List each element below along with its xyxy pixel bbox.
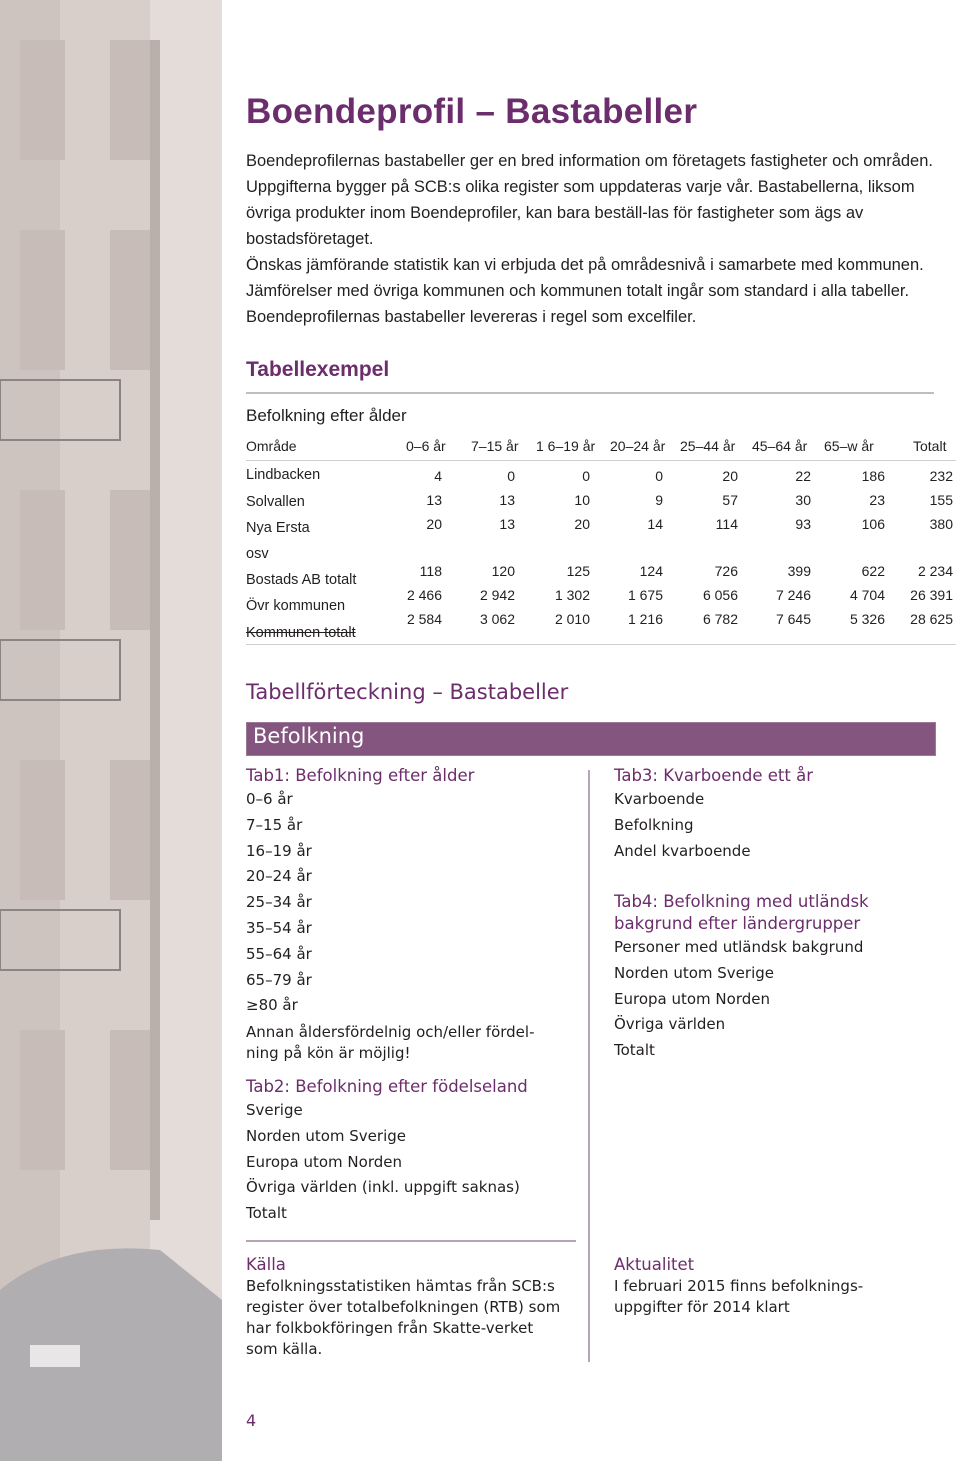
- source-text: Befolkningsstatistiken hämtas från SCB:s register över totalbefolkningen (RTB) som har folkbokföringen från Skatte-verket som källa.: [246, 1277, 561, 1358]
- table-cell: 622: [861, 563, 885, 579]
- table-cell: 9: [655, 492, 663, 508]
- table-cell: 232: [929, 468, 953, 484]
- table-cell: 7 645: [775, 611, 811, 627]
- table-header: Totalt: [913, 438, 947, 454]
- currency-heading: Aktualitet: [614, 1255, 695, 1274]
- table-header: 25–44 år: [680, 438, 736, 454]
- table-cell: 20: [426, 516, 442, 532]
- table-cell: 399: [787, 563, 811, 579]
- table-cell: 2 942: [479, 587, 515, 603]
- table-cell: 13: [499, 516, 515, 532]
- currency-block: [614, 1254, 884, 1318]
- table-cell: 30: [795, 492, 811, 508]
- building-photo: [0, 0, 222, 1461]
- list-item: Europa utom Norden: [614, 989, 770, 1008]
- list-heading: Tabellförteckning – Bastabeller: [246, 680, 569, 704]
- table-header: 65–w år: [824, 438, 874, 454]
- example-heading: Tabellexempel: [246, 358, 390, 381]
- table-cell: 23: [869, 492, 885, 508]
- table-cell: 120: [491, 563, 515, 579]
- tab1-heading: Tab1: Befolkning efter ålder: [246, 766, 475, 785]
- page-number: 4: [246, 1411, 257, 1430]
- table-header: 0–6 år: [406, 438, 446, 454]
- divider: [246, 1240, 576, 1242]
- table-cell: 6 782: [702, 611, 738, 627]
- table-cell: 2 466: [406, 587, 442, 603]
- table-cell: 26 391: [910, 587, 953, 603]
- table-cell: 3 062: [479, 611, 515, 627]
- section-band: [246, 722, 936, 756]
- table-cell: 4: [434, 468, 442, 484]
- list-item: Totalt: [614, 1041, 655, 1060]
- list-item: ≥80 år: [246, 996, 298, 1015]
- table-cell: 4 704: [849, 587, 885, 603]
- tab3-block: [614, 765, 914, 864]
- table-cell: 13: [426, 492, 442, 508]
- table-header: 1 6–19 år: [536, 438, 596, 454]
- table-cell: 2 010: [554, 611, 590, 627]
- list-item: Norden utom Sverige: [246, 1126, 406, 1145]
- table-cell: 0: [582, 468, 590, 484]
- list-item: Europa utom Norden: [246, 1152, 402, 1171]
- list-item: 0–6 år: [246, 790, 293, 808]
- list-item: 55–64 år: [246, 944, 312, 963]
- tab4-list: [614, 935, 914, 1064]
- table-cell: 2 234: [917, 563, 953, 579]
- page-title: Boendeprofil – Bastabeller: [246, 92, 698, 131]
- table-title: Befolkning efter ålder: [246, 406, 407, 425]
- table-cell: 155: [929, 492, 953, 508]
- tab2-heading: Tab2: Befolkning efter födelseland: [246, 1077, 528, 1096]
- list-item: 65–79 år: [246, 970, 312, 989]
- table-cell: 13: [499, 492, 515, 508]
- intro-paragraph: Boendeprofilernas bastabeller levereras i regel som excelfiler.: [246, 308, 697, 326]
- row-label: Lindbacken: [246, 467, 321, 483]
- row-label: Solvallen: [246, 494, 305, 510]
- table-cell: 726: [714, 563, 738, 579]
- table-rule: [246, 460, 956, 461]
- table-cell: 20: [722, 468, 738, 484]
- tab4-block: [614, 891, 914, 1064]
- table-cell: 1 675: [627, 587, 663, 603]
- table-header: 45–64 år: [752, 438, 808, 454]
- table-cell: 1 302: [554, 587, 590, 603]
- table-cell: 380: [929, 516, 953, 532]
- section-band-label: Befolkning: [253, 724, 365, 748]
- list-item: 20–24 år: [246, 867, 312, 886]
- table-cell: 57: [722, 492, 738, 508]
- table-header-area: Område: [246, 438, 297, 454]
- table-cell: 6 056: [702, 587, 738, 603]
- table-header: 7–15 år: [471, 438, 519, 454]
- divider: [246, 392, 934, 394]
- tab3-heading: Tab3: Kvarboende ett år: [614, 766, 813, 785]
- table-cell: 186: [861, 468, 885, 484]
- list-item: 35–54 år: [246, 918, 312, 937]
- intro-text: [246, 148, 936, 330]
- tab2-list: [246, 1098, 576, 1227]
- table-cell: 125: [566, 563, 590, 579]
- table-cell: 28 625: [910, 611, 953, 627]
- table-cell: 118: [419, 563, 442, 579]
- table-cell: 106: [861, 516, 885, 532]
- tab4-heading: Tab4: Befolkning med utländsk bakgrund efter ländergrupper: [614, 892, 869, 933]
- source-block: [246, 1254, 566, 1360]
- row-label: Nya Ersta: [246, 520, 310, 536]
- table-cell: 0: [655, 468, 663, 484]
- table-cell: 114: [715, 516, 738, 532]
- list-item: Norden utom Sverige: [614, 963, 774, 982]
- table-header: 20–24 år: [610, 438, 666, 454]
- tab1-list: [246, 787, 576, 1019]
- list-item: Befolkning: [614, 815, 694, 834]
- table-rule: [246, 644, 956, 645]
- table-cell: 1 216: [627, 611, 663, 627]
- list-item: Övriga världen: [614, 1015, 726, 1034]
- table-cell: 22: [795, 468, 811, 484]
- list-item: Andel kvarboende: [614, 841, 751, 860]
- list-item: Kvarboende: [614, 790, 705, 808]
- table-cell: 5 326: [849, 611, 885, 627]
- currency-text: I februari 2015 finns befolknings-uppgifter för 2014 klart: [614, 1277, 864, 1316]
- row-label: osv: [246, 546, 269, 562]
- row-label: Kommunen totalt: [246, 625, 356, 641]
- table-cell: 2 584: [406, 611, 442, 627]
- table-cell: 7 246: [775, 587, 811, 603]
- row-label: Övr kommunen: [246, 598, 346, 614]
- row-label: Bostads AB totalt: [246, 572, 357, 588]
- table-cell: 10: [574, 492, 590, 508]
- intro-paragraph: Boendeprofilernas bastabeller ger en bred information om företagets fastigheter och områden. Uppgifterna bygger på SCB:s olika register som uppdateras varje vår. Bastabellerna, liksom övriga produkter inom Boendeprofiler, kan bara beställ-las för fastigheter som ägs av bostadsföretaget.: [246, 152, 933, 248]
- source-heading: Källa: [246, 1255, 286, 1274]
- list-item: 25–34 år: [246, 893, 312, 912]
- column-divider: [588, 770, 590, 1362]
- tab2-block: [246, 1076, 576, 1227]
- list-item: Sverige: [246, 1101, 303, 1119]
- tab3-list: [614, 787, 914, 864]
- list-item: 16–19 år: [246, 841, 312, 860]
- table-cell: 93: [795, 516, 811, 532]
- list-item: 7–15 år: [246, 815, 303, 834]
- tab1-note: Annan åldersfördelnig och/eller fördel-ning på kön är möjlig!: [246, 1023, 535, 1063]
- table-cell: 20: [574, 516, 590, 532]
- list-item: Övriga världen (inkl. uppgift saknas): [246, 1178, 520, 1197]
- tab1-block: [246, 765, 576, 1064]
- intro-paragraph: Önskas jämförande statistik kan vi erbjuda det på områdesnivå i samarbete med kommunen. Jämförelser med övriga kommunen och kommunen totalt ingår som standard i alla tabeller.: [246, 256, 924, 300]
- list-item: Totalt: [246, 1204, 287, 1223]
- list-item: Personer med utländsk bakgrund: [614, 938, 864, 956]
- table-cell: 14: [647, 516, 663, 532]
- table-cell: 124: [639, 563, 663, 579]
- table-cell: 0: [507, 468, 515, 484]
